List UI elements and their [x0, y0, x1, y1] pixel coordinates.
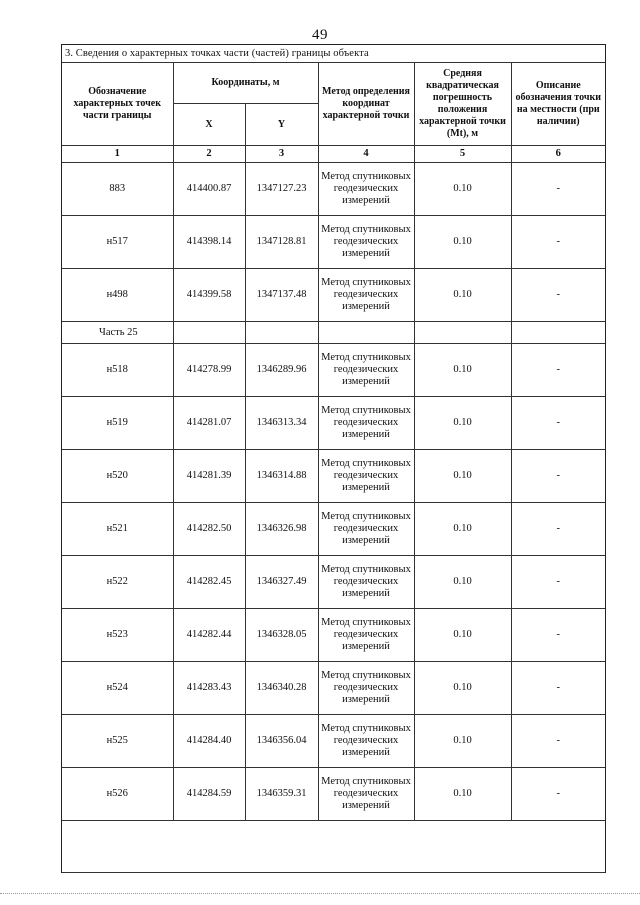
part-row-empty-cell	[511, 322, 605, 344]
part-label: Часть 25	[62, 322, 173, 344]
part-row-empty-cell	[173, 322, 245, 344]
point-mt: 0.10	[414, 609, 511, 662]
table-row	[62, 715, 605, 768]
point-x: 414282.45	[173, 556, 245, 609]
header-method: Метод определения координат характерной точки	[318, 63, 414, 146]
point-method: Метод спутниковых геодезических измерений	[318, 768, 414, 821]
point-x: 414283.43	[173, 662, 245, 715]
point-x: 414281.07	[173, 397, 245, 450]
point-method: Метод спутниковых геодезических измерений	[318, 216, 414, 269]
section-title: 3. Сведения о характерных точках части (частей) границы объекта	[62, 45, 605, 63]
table-row	[62, 397, 605, 450]
point-id: н526	[62, 768, 173, 821]
point-y: 1346326.98	[245, 503, 318, 556]
column-number-6: 6	[511, 146, 605, 163]
point-x: 414400.87	[173, 163, 245, 216]
point-description: -	[511, 269, 605, 322]
point-x: 414398.14	[173, 216, 245, 269]
point-method: Метод спутниковых геодезических измерений	[318, 503, 414, 556]
point-mt: 0.10	[414, 715, 511, 768]
point-description: -	[511, 662, 605, 715]
document-table-frame	[61, 44, 606, 873]
column-number-5: 5	[414, 146, 511, 163]
point-x: 414282.50	[173, 503, 245, 556]
point-description: -	[511, 163, 605, 216]
point-description: -	[511, 609, 605, 662]
point-mt: 0.10	[414, 344, 511, 397]
point-mt: 0.10	[414, 662, 511, 715]
table-row	[62, 163, 605, 216]
point-description: -	[511, 503, 605, 556]
table-row	[62, 609, 605, 662]
point-x: 414278.99	[173, 344, 245, 397]
part-row-empty-cell	[318, 322, 414, 344]
point-y: 1347128.81	[245, 216, 318, 269]
point-id: н521	[62, 503, 173, 556]
point-description: -	[511, 344, 605, 397]
point-x: 414281.39	[173, 450, 245, 503]
header-x: X	[173, 104, 245, 146]
point-y: 1346359.31	[245, 768, 318, 821]
point-method: Метод спутниковых геодезических измерений	[318, 344, 414, 397]
header-description: Описание обозначения точки на местности (при наличии)	[511, 63, 605, 146]
table-row	[62, 556, 605, 609]
header-error: Средняя квадратическая погрешность положения характерной точки (Mt), м	[414, 63, 511, 146]
point-y: 1346313.34	[245, 397, 318, 450]
point-x: 414284.40	[173, 715, 245, 768]
point-mt: 0.10	[414, 397, 511, 450]
point-x: 414284.59	[173, 768, 245, 821]
point-id: 883	[62, 163, 173, 216]
point-description: -	[511, 450, 605, 503]
point-mt: 0.10	[414, 269, 511, 322]
point-mt: 0.10	[414, 163, 511, 216]
column-number-4: 4	[318, 146, 414, 163]
part-row-empty-cell	[245, 322, 318, 344]
point-y: 1347137.48	[245, 269, 318, 322]
point-mt: 0.10	[414, 503, 511, 556]
point-id: н498	[62, 269, 173, 322]
point-description: -	[511, 768, 605, 821]
scan-footer-line	[0, 893, 640, 900]
point-method: Метод спутниковых геодезических измерений	[318, 397, 414, 450]
point-id: н523	[62, 609, 173, 662]
point-mt: 0.10	[414, 768, 511, 821]
point-method: Метод спутниковых геодезических измерений	[318, 662, 414, 715]
column-number-2: 2	[173, 146, 245, 163]
point-id: н517	[62, 216, 173, 269]
point-y: 1346314.88	[245, 450, 318, 503]
point-description: -	[511, 556, 605, 609]
table-row	[62, 450, 605, 503]
header-designation: Обозначение характерных точек части границы	[62, 63, 173, 146]
column-number-1: 1	[62, 146, 173, 163]
point-method: Метод спутниковых геодезических измерений	[318, 269, 414, 322]
point-y: 1347127.23	[245, 163, 318, 216]
point-y: 1346289.96	[245, 344, 318, 397]
table-row	[62, 269, 605, 322]
point-id: н524	[62, 662, 173, 715]
point-method: Метод спутниковых геодезических измерений	[318, 163, 414, 216]
table-row	[62, 503, 605, 556]
point-y: 1346328.05	[245, 609, 318, 662]
table-row	[62, 662, 605, 715]
point-mt: 0.10	[414, 450, 511, 503]
point-method: Метод спутниковых геодезических измерений	[318, 450, 414, 503]
table-row	[62, 768, 605, 821]
point-description: -	[511, 715, 605, 768]
table-row	[62, 216, 605, 269]
point-id: н520	[62, 450, 173, 503]
point-method: Метод спутниковых геодезических измерений	[318, 715, 414, 768]
header-coordinates: Координаты, м	[173, 63, 318, 104]
part-row	[62, 322, 605, 344]
point-x: 414282.44	[173, 609, 245, 662]
empty-cell	[62, 821, 605, 873]
empty-table-row	[62, 821, 605, 873]
column-number-3: 3	[245, 146, 318, 163]
point-id: н525	[62, 715, 173, 768]
point-description: -	[511, 216, 605, 269]
point-mt: 0.10	[414, 556, 511, 609]
table-row	[62, 344, 605, 397]
point-x: 414399.58	[173, 269, 245, 322]
point-id: н519	[62, 397, 173, 450]
page-number: 49	[312, 27, 328, 43]
boundary-points-table	[62, 45, 605, 873]
point-y: 1346340.28	[245, 662, 318, 715]
point-id: н518	[62, 344, 173, 397]
part-row-empty-cell	[414, 322, 511, 344]
point-y: 1346356.04	[245, 715, 318, 768]
point-id: н522	[62, 556, 173, 609]
point-description: -	[511, 397, 605, 450]
point-mt: 0.10	[414, 216, 511, 269]
header-y: Y	[245, 104, 318, 146]
point-y: 1346327.49	[245, 556, 318, 609]
point-method: Метод спутниковых геодезических измерений	[318, 609, 414, 662]
point-method: Метод спутниковых геодезических измерений	[318, 556, 414, 609]
